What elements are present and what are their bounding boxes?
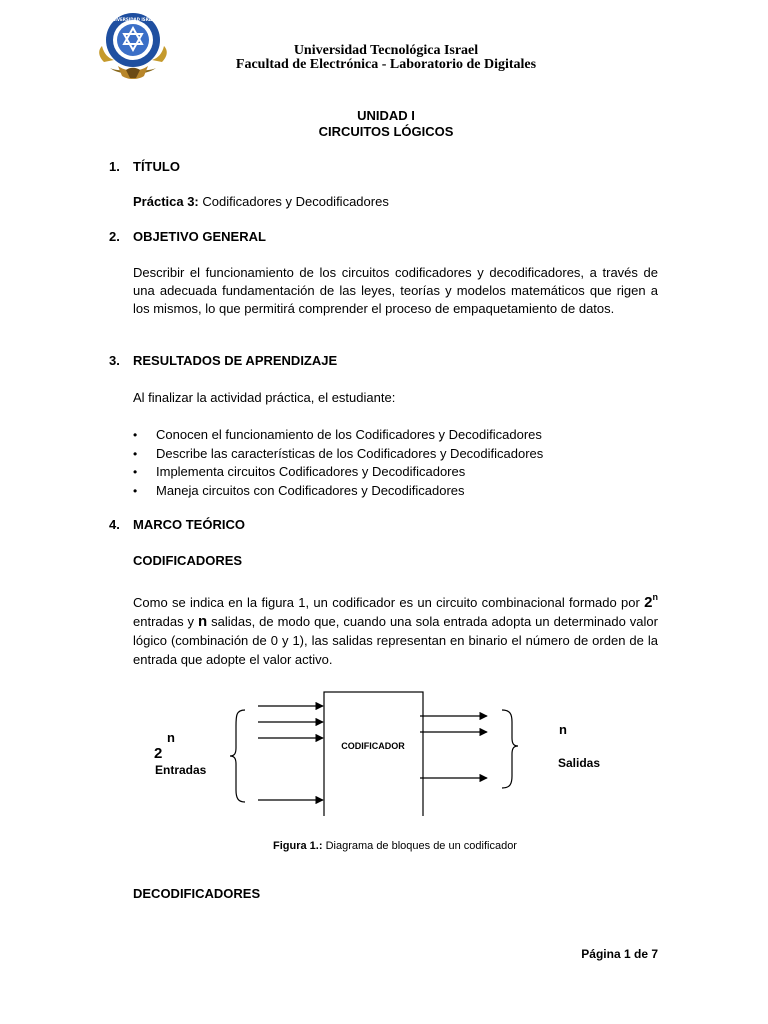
encoder-block-diagram [150,686,630,816]
unit-number: UNIDAD I [357,108,415,123]
encoder-label: CODIFICADOR [341,741,405,751]
practice-line [133,194,389,209]
codificadores-heading: CODIFICADORES [133,553,243,568]
outputs-label: Salidas [558,756,601,770]
section-number: 1. [109,159,120,174]
page-number: Página 1 de 7 [581,947,658,961]
outputs-n: n [559,722,567,737]
practice-label: Práctica 3: [133,194,199,209]
section-number: 2. [109,229,120,244]
bullet-icon: • [133,483,138,498]
input-brace [230,710,245,802]
inputs-base: 2 [154,745,163,762]
encoder-block [324,692,423,816]
section-title: OBJETIVO GENERAL [133,229,266,244]
section-number: 3. [109,353,120,368]
output-brace [502,710,518,788]
section-1-heading [109,159,180,174]
figure-caption [0,840,768,852]
power-base: 2 [644,594,653,611]
inputs-exponent: n [167,730,175,745]
section-4-heading [109,517,245,532]
list-item: • Maneja circuitos con Codificadores y Decodificadores [133,482,673,501]
outputs-n: n [198,613,208,630]
list-item: • Conocen el funcionamiento de los Codificadores y Decodificadores [133,426,673,445]
section-number: 4. [109,517,120,532]
decodificadores-heading: DECODIFICADORES [133,886,261,901]
results-intro: Al finalizar la actividad práctica, el estudiante: [133,390,396,405]
objective-paragraph: Describir el funcionamiento de los circuitos codificadores y decodificadores, a través de una adecuada fundamentación de las leyes, teorías y modelos matemáticos que rigen a los mismos, lo que permitirá comprender el proceso de empaquetamiento de datos. [133,265,658,316]
power-exponent: n [652,592,658,602]
section-title: RESULTADOS DE APRENDIZAJE [133,353,338,368]
logo-text: UNIVERSIDAD ISRAEL [108,17,158,22]
section-title: MARCO TEÓRICO [133,517,245,532]
list-item: • Describe las características de los Codificadores y Decodificadores [133,445,673,464]
unit-title: CIRCUITOS LÓGICOS [318,124,454,139]
codificadores-paragraph: Como se indica en la figura 1, un codificador es un circuito combinacional formado por 2$^n$ entradas y n salidas, de modo que, cuando una sola entrada adopta un determinado valor lógico (combinación de 0 y 1), las salidas representan en binario el número de orden de la entrada que adopte el valor activo. [133,592,658,667]
university-name: Universidad Tecnológica Israel [293,43,479,58]
section-3-heading [109,353,337,368]
bullet-icon: • [133,465,138,479]
caption-text: Diagrama de bloques de un codificador [322,840,517,852]
faculty-name: Facultad de Electrónica - Laboratorio de Digitales [235,57,537,72]
learning-results-list [133,426,673,500]
list-item: • Implementa circuitos Codificadores y Decodificadores [133,463,673,482]
section-title: TÍTULO [133,159,180,174]
practice-name: Codificadores y Decodificadores [202,194,389,209]
inputs-label: Entradas [155,763,207,777]
bullet-icon: • [133,428,138,442]
caption-label: Figura 1.: [273,840,323,852]
bullet-icon: • [133,446,138,461]
university-logo [96,10,170,82]
section-2-heading [109,229,266,244]
